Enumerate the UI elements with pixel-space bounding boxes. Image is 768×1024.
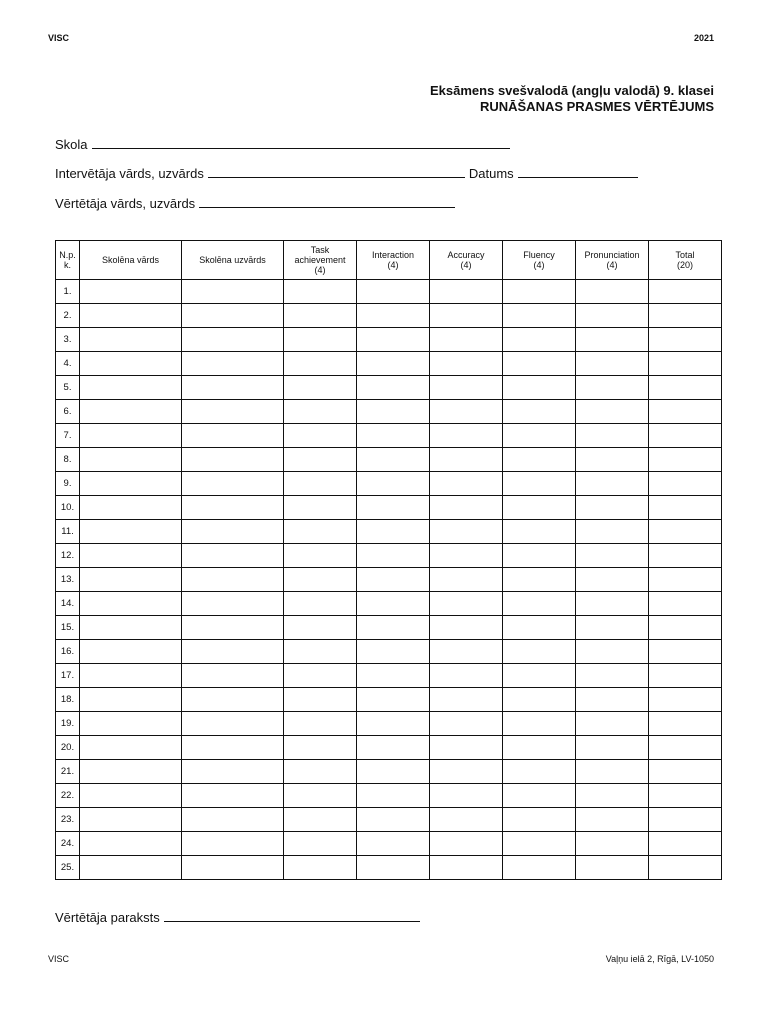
school-field — [55, 137, 510, 152]
table-cell[interactable] — [576, 784, 649, 808]
table-cell[interactable] — [357, 352, 430, 376]
column-header: Task achievement (4) — [284, 241, 357, 280]
table-cell[interactable] — [649, 376, 722, 400]
table-cell[interactable] — [503, 832, 576, 856]
table-cell[interactable] — [649, 568, 722, 592]
table-row — [56, 304, 722, 328]
table-cell[interactable] — [284, 736, 357, 760]
table-cell[interactable] — [576, 856, 649, 880]
table-cell[interactable] — [503, 784, 576, 808]
row-number: 7. — [56, 424, 80, 448]
table-cell[interactable] — [182, 784, 284, 808]
table-row — [56, 568, 722, 592]
table-cell[interactable] — [503, 304, 576, 328]
table-cell[interactable] — [284, 352, 357, 376]
table-cell[interactable] — [430, 400, 503, 424]
table-cell[interactable] — [284, 712, 357, 736]
table-cell[interactable] — [182, 496, 284, 520]
table-cell[interactable] — [576, 760, 649, 784]
table-cell[interactable] — [80, 568, 182, 592]
table-cell[interactable] — [80, 784, 182, 808]
table-cell[interactable] — [284, 568, 357, 592]
table-cell[interactable] — [182, 616, 284, 640]
table-cell[interactable] — [649, 496, 722, 520]
table-cell[interactable] — [649, 448, 722, 472]
table-row — [56, 448, 722, 472]
row-number: 9. — [56, 472, 80, 496]
table-cell[interactable] — [182, 640, 284, 664]
table-cell[interactable] — [649, 472, 722, 496]
table-cell[interactable] — [284, 784, 357, 808]
row-number: 24. — [56, 832, 80, 856]
table-row — [56, 640, 722, 664]
table-cell[interactable] — [284, 472, 357, 496]
interviewer-fill-line — [208, 166, 465, 178]
table-row — [56, 376, 722, 400]
table-cell[interactable] — [649, 304, 722, 328]
table-cell[interactable] — [284, 640, 357, 664]
row-number: 22. — [56, 784, 80, 808]
table-cell[interactable] — [503, 736, 576, 760]
table-cell[interactable] — [284, 760, 357, 784]
document-title: Eksāmens svešvalodā (angļu valodā) 9. klasei — [430, 83, 714, 98]
table-cell[interactable] — [80, 640, 182, 664]
table-row — [56, 424, 722, 448]
table-cell[interactable] — [284, 400, 357, 424]
footer-org: VISC — [48, 954, 70, 964]
table-row — [56, 520, 722, 544]
row-number: 12. — [56, 544, 80, 568]
signature-field — [55, 910, 420, 925]
table-row — [56, 712, 722, 736]
table-cell[interactable] — [80, 592, 182, 616]
table-row — [56, 352, 722, 376]
table-cell[interactable] — [357, 856, 430, 880]
document-subtitle: RUNĀŠANAS PRASMES VĒRTĒJUMS — [479, 99, 714, 114]
table-cell[interactable] — [649, 784, 722, 808]
table-cell[interactable] — [182, 592, 284, 616]
table-cell[interactable] — [503, 496, 576, 520]
table-cell[interactable] — [357, 328, 430, 352]
table-cell[interactable] — [430, 616, 503, 640]
table-cell[interactable] — [80, 328, 182, 352]
row-number: 19. — [56, 712, 80, 736]
table-cell[interactable] — [357, 808, 430, 832]
table-cell[interactable] — [182, 280, 284, 304]
table-row — [56, 472, 722, 496]
table-cell[interactable] — [503, 760, 576, 784]
table-cell[interactable] — [357, 832, 430, 856]
table-cell[interactable] — [430, 496, 503, 520]
table-cell[interactable] — [576, 496, 649, 520]
table-cell[interactable] — [182, 448, 284, 472]
table-cell[interactable] — [182, 544, 284, 568]
table-cell[interactable] — [649, 400, 722, 424]
table-cell[interactable] — [503, 688, 576, 712]
table-cell[interactable] — [80, 616, 182, 640]
table-cell[interactable] — [357, 664, 430, 688]
table-cell[interactable] — [80, 712, 182, 736]
footer-address: Vaļņu ielā 2, Rīgā, LV-1050 — [605, 954, 714, 964]
column-header: Total (20) — [649, 241, 722, 280]
table-cell[interactable] — [430, 832, 503, 856]
table-cell[interactable] — [649, 280, 722, 304]
row-number: 1. — [56, 280, 80, 304]
signature-label: Vērtētāja paraksts — [55, 910, 160, 925]
table-cell[interactable] — [182, 520, 284, 544]
table-cell[interactable] — [182, 376, 284, 400]
header-year: 2021 — [693, 33, 714, 43]
row-number: 15. — [56, 616, 80, 640]
table-cell[interactable] — [80, 424, 182, 448]
interviewer-label: Intervētāja vārds, uzvārds — [55, 166, 204, 181]
table-cell[interactable] — [576, 640, 649, 664]
table-cell[interactable] — [80, 664, 182, 688]
table-cell[interactable] — [182, 760, 284, 784]
table-cell[interactable] — [503, 424, 576, 448]
table-row — [56, 400, 722, 424]
table-cell[interactable] — [503, 568, 576, 592]
table-cell[interactable] — [182, 688, 284, 712]
table-cell[interactable] — [357, 616, 430, 640]
table-cell[interactable] — [576, 304, 649, 328]
table-cell[interactable] — [430, 760, 503, 784]
table-cell[interactable] — [284, 856, 357, 880]
table-cell[interactable] — [649, 520, 722, 544]
school-fill-line — [92, 137, 510, 149]
table-cell[interactable] — [503, 640, 576, 664]
table-cell[interactable] — [649, 760, 722, 784]
table-cell[interactable] — [576, 280, 649, 304]
table-cell[interactable] — [284, 592, 357, 616]
table-cell[interactable] — [649, 640, 722, 664]
table-cell[interactable] — [430, 712, 503, 736]
table-cell[interactable] — [430, 520, 503, 544]
table-cell[interactable] — [80, 280, 182, 304]
table-cell[interactable] — [357, 472, 430, 496]
table-cell[interactable] — [284, 688, 357, 712]
table-cell[interactable] — [357, 760, 430, 784]
table-cell[interactable] — [649, 352, 722, 376]
table-cell[interactable] — [182, 304, 284, 328]
table-cell[interactable] — [503, 616, 576, 640]
table-cell[interactable] — [182, 832, 284, 856]
row-number: 6. — [56, 400, 80, 424]
table-cell[interactable] — [576, 832, 649, 856]
table-cell[interactable] — [430, 544, 503, 568]
column-header: Pronunciation (4) — [576, 241, 649, 280]
interviewer-field — [55, 166, 638, 181]
table-cell[interactable] — [357, 784, 430, 808]
table-cell[interactable] — [357, 568, 430, 592]
table-cell[interactable] — [430, 472, 503, 496]
table-cell[interactable] — [649, 736, 722, 760]
table-cell[interactable] — [284, 664, 357, 688]
table-cell[interactable] — [284, 448, 357, 472]
row-number: 20. — [56, 736, 80, 760]
table-cell[interactable] — [182, 328, 284, 352]
table-cell[interactable] — [649, 544, 722, 568]
table-cell[interactable] — [503, 544, 576, 568]
table-cell[interactable] — [80, 352, 182, 376]
table-cell[interactable] — [430, 784, 503, 808]
table-cell[interactable] — [182, 352, 284, 376]
table-cell[interactable] — [357, 448, 430, 472]
table-cell[interactable] — [576, 664, 649, 688]
table-cell[interactable] — [503, 376, 576, 400]
evaluator-fill-line — [199, 196, 455, 208]
table-cell[interactable] — [357, 544, 430, 568]
table-cell[interactable] — [649, 592, 722, 616]
table-row — [56, 688, 722, 712]
table-cell[interactable] — [284, 520, 357, 544]
school-label: Skola — [55, 137, 88, 152]
table-cell[interactable] — [503, 592, 576, 616]
table-cell[interactable] — [182, 664, 284, 688]
table-row — [56, 280, 722, 304]
table-cell[interactable] — [576, 592, 649, 616]
table-cell[interactable] — [503, 280, 576, 304]
table-cell[interactable] — [357, 520, 430, 544]
row-number: 23. — [56, 808, 80, 832]
evaluator-field — [55, 196, 455, 211]
table-cell[interactable] — [182, 736, 284, 760]
table-cell[interactable] — [80, 736, 182, 760]
table-cell[interactable] — [503, 328, 576, 352]
row-number: 2. — [56, 304, 80, 328]
table-cell[interactable] — [80, 760, 182, 784]
table-cell[interactable] — [430, 592, 503, 616]
table-cell[interactable] — [357, 400, 430, 424]
table-cell[interactable] — [284, 616, 357, 640]
table-cell[interactable] — [430, 568, 503, 592]
table-cell[interactable] — [182, 712, 284, 736]
row-number: 4. — [56, 352, 80, 376]
row-number: 17. — [56, 664, 80, 688]
table-cell[interactable] — [357, 376, 430, 400]
date-fill-line — [518, 166, 638, 178]
assessment-table — [55, 240, 722, 880]
table-cell[interactable] — [430, 448, 503, 472]
table-cell[interactable] — [576, 400, 649, 424]
table-cell[interactable] — [80, 304, 182, 328]
table-cell[interactable] — [503, 712, 576, 736]
table-cell[interactable] — [576, 520, 649, 544]
table-cell[interactable] — [503, 352, 576, 376]
table-cell[interactable] — [649, 664, 722, 688]
table-cell[interactable] — [284, 304, 357, 328]
table-cell[interactable] — [357, 592, 430, 616]
table-header-row — [56, 241, 722, 280]
table-row — [56, 328, 722, 352]
table-cell[interactable] — [284, 328, 357, 352]
table-cell[interactable] — [80, 400, 182, 424]
table-cell[interactable] — [80, 688, 182, 712]
table-cell[interactable] — [357, 736, 430, 760]
table-cell[interactable] — [576, 424, 649, 448]
table-cell[interactable] — [357, 280, 430, 304]
table-cell[interactable] — [649, 328, 722, 352]
table-row — [56, 808, 722, 832]
table-row — [56, 616, 722, 640]
table-cell[interactable] — [503, 808, 576, 832]
table-cell[interactable] — [503, 448, 576, 472]
table-row — [56, 832, 722, 856]
table-cell[interactable] — [576, 712, 649, 736]
table-row — [56, 760, 722, 784]
row-number: 18. — [56, 688, 80, 712]
row-number: 3. — [56, 328, 80, 352]
table-cell[interactable] — [80, 520, 182, 544]
column-header: Skolēna vārds — [80, 241, 182, 280]
table-cell[interactable] — [284, 808, 357, 832]
column-header: Fluency (4) — [503, 241, 576, 280]
table-row — [56, 856, 722, 880]
table-cell[interactable] — [649, 856, 722, 880]
row-number: 14. — [56, 592, 80, 616]
table-cell[interactable] — [284, 280, 357, 304]
column-header: Interaction (4) — [357, 241, 430, 280]
table-cell[interactable] — [357, 496, 430, 520]
table-row — [56, 544, 722, 568]
table-cell[interactable] — [430, 640, 503, 664]
table-cell[interactable] — [182, 856, 284, 880]
table-cell[interactable] — [357, 688, 430, 712]
row-number: 13. — [56, 568, 80, 592]
table-cell[interactable] — [576, 376, 649, 400]
table-body — [56, 280, 722, 880]
table-cell[interactable] — [430, 808, 503, 832]
table-cell[interactable] — [503, 400, 576, 424]
table-cell[interactable] — [284, 544, 357, 568]
table-cell[interactable] — [182, 400, 284, 424]
table-row — [56, 784, 722, 808]
table-cell[interactable] — [430, 424, 503, 448]
row-number: 16. — [56, 640, 80, 664]
table-cell[interactable] — [80, 832, 182, 856]
table-cell[interactable] — [430, 688, 503, 712]
table-cell[interactable] — [182, 568, 284, 592]
signature-fill-line — [164, 910, 420, 922]
table-cell[interactable] — [357, 304, 430, 328]
table-cell[interactable] — [80, 856, 182, 880]
table-cell[interactable] — [576, 544, 649, 568]
table-cell[interactable] — [576, 808, 649, 832]
table-cell[interactable] — [80, 808, 182, 832]
table-cell[interactable] — [430, 664, 503, 688]
table-cell[interactable] — [576, 688, 649, 712]
table-cell[interactable] — [357, 640, 430, 664]
table-cell[interactable] — [576, 472, 649, 496]
table-cell[interactable] — [80, 448, 182, 472]
row-number: 5. — [56, 376, 80, 400]
table-row — [56, 664, 722, 688]
table-cell[interactable] — [284, 832, 357, 856]
column-header: Accuracy (4) — [430, 241, 503, 280]
table-cell[interactable] — [576, 568, 649, 592]
column-header: N.p. k. — [56, 241, 80, 280]
table-row — [56, 496, 722, 520]
row-number: 11. — [56, 520, 80, 544]
table-row — [56, 592, 722, 616]
table-cell[interactable] — [430, 328, 503, 352]
table-cell[interactable] — [80, 496, 182, 520]
table-cell[interactable] — [80, 472, 182, 496]
table-cell[interactable] — [649, 424, 722, 448]
table-cell[interactable] — [649, 832, 722, 856]
table-cell[interactable] — [430, 736, 503, 760]
table-cell[interactable] — [284, 376, 357, 400]
table-cell[interactable] — [182, 424, 284, 448]
table-cell[interactable] — [284, 424, 357, 448]
table-cell[interactable] — [182, 808, 284, 832]
table-cell[interactable] — [430, 304, 503, 328]
table-cell[interactable] — [430, 376, 503, 400]
column-header: Skolēna uzvārds — [182, 241, 284, 280]
table-cell[interactable] — [649, 808, 722, 832]
table-cell[interactable] — [576, 736, 649, 760]
table-row — [56, 736, 722, 760]
table-cell[interactable] — [430, 856, 503, 880]
table-cell[interactable] — [649, 688, 722, 712]
table-cell[interactable] — [80, 544, 182, 568]
table-cell[interactable] — [430, 280, 503, 304]
table-cell[interactable] — [576, 352, 649, 376]
evaluator-label: Vērtētāja vārds, uzvārds — [55, 196, 196, 211]
row-number: 21. — [56, 760, 80, 784]
table-cell[interactable] — [649, 712, 722, 736]
table-cell[interactable] — [503, 664, 576, 688]
table-cell[interactable] — [576, 328, 649, 352]
table-cell[interactable] — [430, 352, 503, 376]
header-org: VISC — [48, 33, 70, 43]
table-cell[interactable] — [182, 472, 284, 496]
table-cell[interactable] — [80, 376, 182, 400]
table-cell[interactable] — [503, 856, 576, 880]
table-cell[interactable] — [576, 448, 649, 472]
date-label: Datums — [468, 166, 514, 181]
table-cell[interactable] — [576, 616, 649, 640]
row-number: 10. — [56, 496, 80, 520]
row-number: 25. — [56, 856, 80, 880]
row-number: 8. — [56, 448, 80, 472]
table-cell[interactable] — [503, 520, 576, 544]
table-cell[interactable] — [357, 424, 430, 448]
table-cell[interactable] — [503, 472, 576, 496]
table-cell[interactable] — [357, 712, 430, 736]
table-cell[interactable] — [649, 616, 722, 640]
table-cell[interactable] — [284, 496, 357, 520]
